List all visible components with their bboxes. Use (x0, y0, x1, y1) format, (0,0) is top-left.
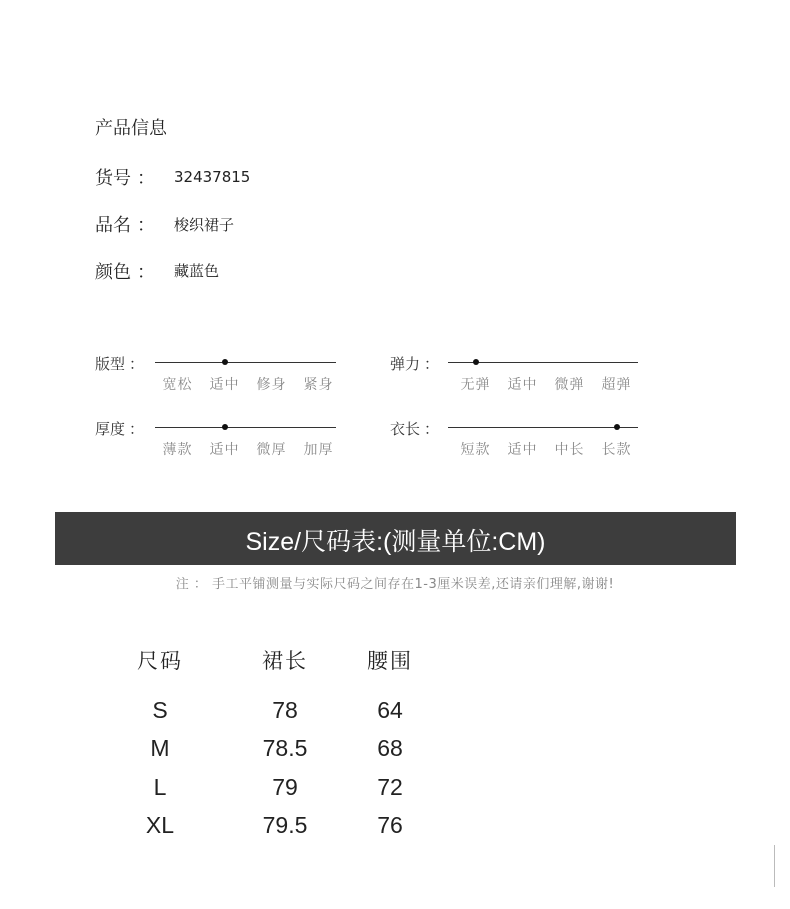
scale-label-elasticity: 弹力 ： (390, 355, 440, 373)
field-value-item-number: 32437815 (174, 168, 251, 186)
field-label-color: 颜色 ： (95, 262, 155, 283)
scale-options-length (452, 439, 640, 459)
scale-options-fit (154, 374, 342, 394)
scale-option: 适中 (209, 442, 240, 458)
scale-option: 加厚 (303, 442, 334, 458)
scale-label-thickness: 厚度 ： (95, 420, 145, 438)
scale-option: 长款 (601, 442, 632, 458)
field-label-product-name: 品名 ： (95, 215, 155, 236)
field-label-item-number: 货号 ： (95, 168, 155, 189)
scale-option: 适中 (507, 377, 538, 393)
product-info-title: 产品信息 (95, 118, 167, 139)
length-cell: 79.5 (262, 812, 308, 838)
scale-marker-elasticity (473, 359, 479, 365)
scale-option: 紧身 (303, 377, 334, 393)
scale-option: 短款 (460, 442, 491, 458)
scale-option: 无弹 (460, 377, 491, 393)
scale-marker-length (614, 424, 620, 430)
scale-option: 微厚 (256, 442, 287, 458)
scale-option: 薄款 (162, 442, 193, 458)
size-chart-banner (55, 512, 736, 565)
size-chart-title: Size/尺码表:(测量单位:CM) (245, 528, 546, 556)
header-skirt-length: 裙长 (262, 650, 308, 673)
scale-option: 修身 (256, 377, 287, 393)
scale-marker-fit (222, 359, 228, 365)
waist-cell: 72 (377, 774, 403, 800)
scale-option: 适中 (507, 442, 538, 458)
waist-cell: 64 (377, 697, 403, 723)
size-cell: XL (145, 812, 175, 838)
scale-option: 适中 (209, 377, 240, 393)
length-cell: 79 (272, 774, 298, 800)
scale-label-length: 衣长 ： (390, 420, 440, 438)
length-cell: 78 (272, 697, 298, 723)
scale-track-thickness (155, 427, 336, 428)
size-cell: M (150, 735, 170, 761)
length-cell: 78.5 (262, 735, 308, 761)
header-waist: 腰围 (367, 650, 413, 673)
measurement-note: 注 ： 手工平铺测量与实际尺码之间存在1-3厘米误差,还请亲们理解,谢谢! (175, 577, 615, 592)
size-cell: L (153, 774, 167, 800)
header-size: 尺码 (137, 650, 183, 673)
scale-option: 微弹 (554, 377, 585, 393)
scale-track-length (448, 427, 638, 428)
scale-option: 中长 (554, 442, 585, 458)
scale-track-fit (155, 362, 336, 363)
field-value-product-name: 梭织裙子 (174, 216, 235, 234)
field-value-color: 藏蓝色 (174, 262, 220, 280)
scale-option: 宽松 (162, 377, 193, 393)
scale-options-thickness (154, 439, 342, 459)
waist-cell: 68 (377, 735, 403, 761)
scale-label-fit: 版型 ： (95, 355, 145, 373)
edge-divider (774, 845, 775, 887)
scale-options-elasticity (452, 374, 640, 394)
scale-option: 超弹 (601, 377, 632, 393)
size-cell: S (152, 697, 168, 723)
waist-cell: 76 (377, 812, 403, 838)
scale-marker-thickness (222, 424, 228, 430)
